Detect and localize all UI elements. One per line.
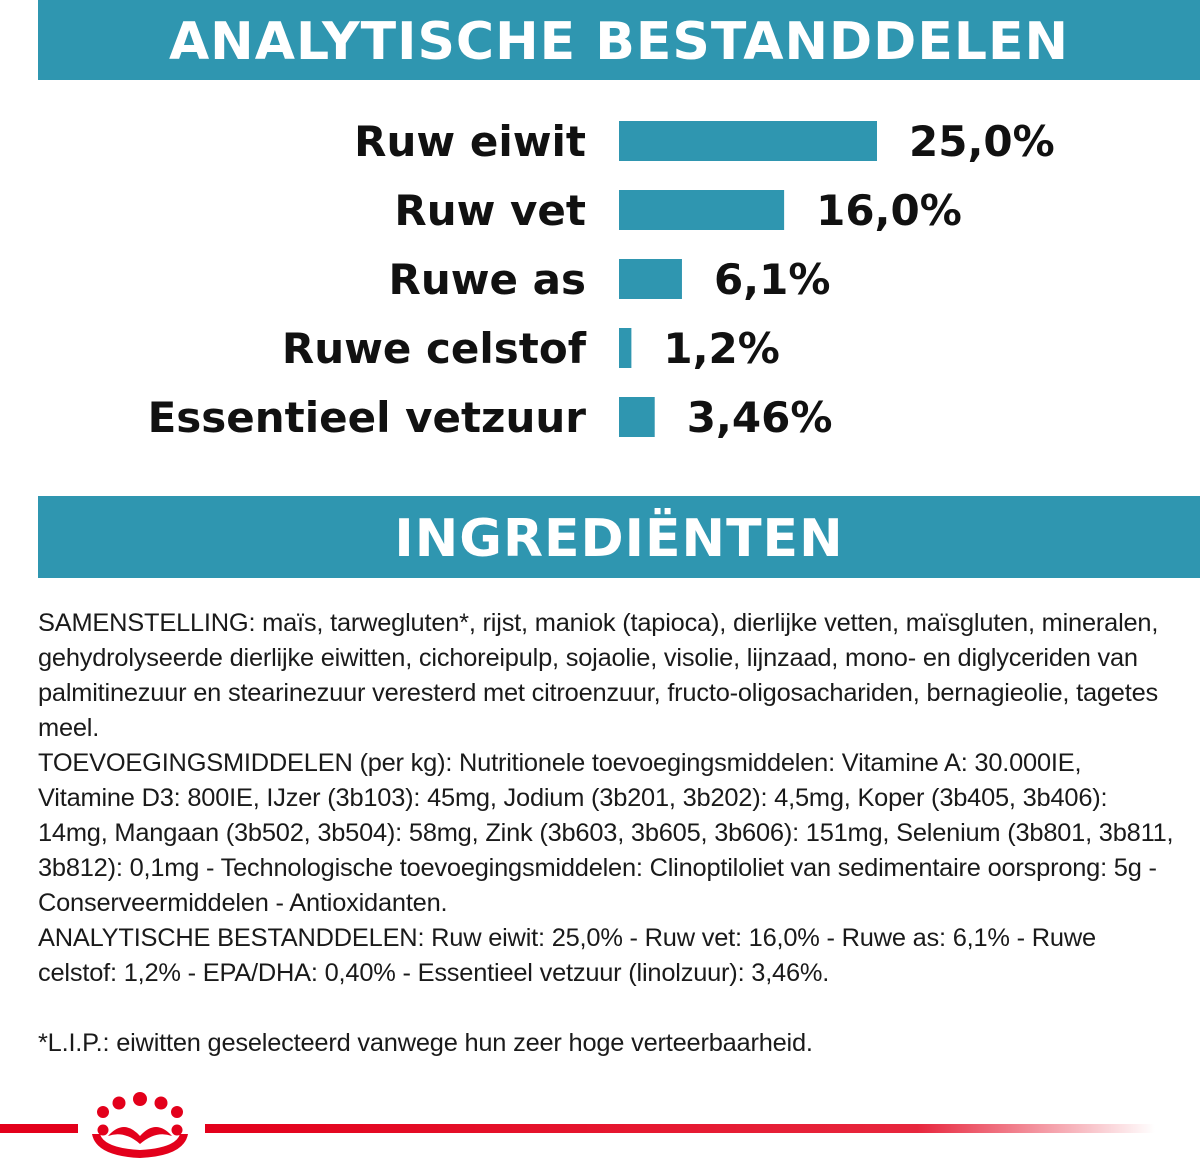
value-bar	[619, 328, 631, 368]
nutrient-bar-chart	[0, 0, 1200, 496]
footer-line-right	[205, 1124, 1155, 1133]
analytical-title: ANALYTISCHE BESTANDDELEN	[168, 12, 1070, 72]
value-label: 1,2%	[663, 324, 780, 373]
ingredients-title: INGREDIËNTEN	[394, 509, 844, 569]
value-bar	[619, 259, 682, 299]
category-label: Ruw eiwit	[354, 117, 586, 166]
value-bar	[619, 121, 877, 161]
additives-paragraph: TOEVOEGINGSMIDDELEN (per kg): Nutritionele toevoegingsmiddelen: Vitamine A: 30.000IE, Vitamine D3: 800IE, IJzer (3b103): 45mg, Jodium (3b201, 3b202): 4,5mg, Koper (3b405, 3b406): 14mg, Mangaan (3b502, 3b504): 58mg, Zink (3b603, 3b605, 3b606): 151mg, Selenium (3b801, 3b811, 3b812): 0,1mg - Technologische toevoegingsmiddelen: Clinoptiloliet van sedimentaire oorsprong: 5g - Conserveermiddelen - Antioxidanten.	[38, 749, 1174, 917]
ingredients-text	[38, 606, 1178, 1061]
ingredients-header	[38, 496, 1200, 578]
category-label: Ruwe celstof	[281, 324, 586, 373]
value-label: 6,1%	[713, 255, 831, 304]
value-bar	[619, 397, 655, 437]
composition-paragraph: SAMENSTELLING: maïs, tarwegluten*, rijst, maniok (tapioca), dierlijke vetten, maïsgluten, mineralen, gehydrolyseerde dierlijke eiwitten, cichoreipulp, sojaolie, visolie, lijnzaad, mono- en diglyceriden van palmitinezuur en stearinezuur veresterd met citroenzuur, fructo-oligosachariden, bernagieolie, tagetes meel.	[38, 609, 1159, 742]
analytical-paragraph: ANALYTISCHE BESTANDDELEN: Ruw eiwit: 25,0% - Ruw vet: 16,0% - Ruwe as: 6,1% - Ruwe celstof: 1,2% - EPA/DHA: 0,40% - Essentieel vetzuur (linolzuur): 3,46%.	[38, 924, 1096, 987]
value-label: 16,0%	[816, 186, 962, 235]
value-label: 3,46%	[686, 393, 833, 442]
value-label: 25,0%	[909, 117, 1055, 166]
category-label: Essentieel vetzuur	[147, 393, 586, 442]
value-bar	[619, 190, 784, 230]
category-label: Ruwe as	[388, 255, 586, 304]
category-label: Ruw vet	[394, 186, 586, 235]
footnote: *L.I.P.: eiwitten geselecteerd vanwege hun zeer hoge verteerbaarheid.	[38, 1029, 813, 1057]
royal-canin-crown-icon	[92, 1092, 188, 1158]
brand-footer	[0, 1090, 1200, 1162]
footer-line-left	[0, 1124, 78, 1133]
